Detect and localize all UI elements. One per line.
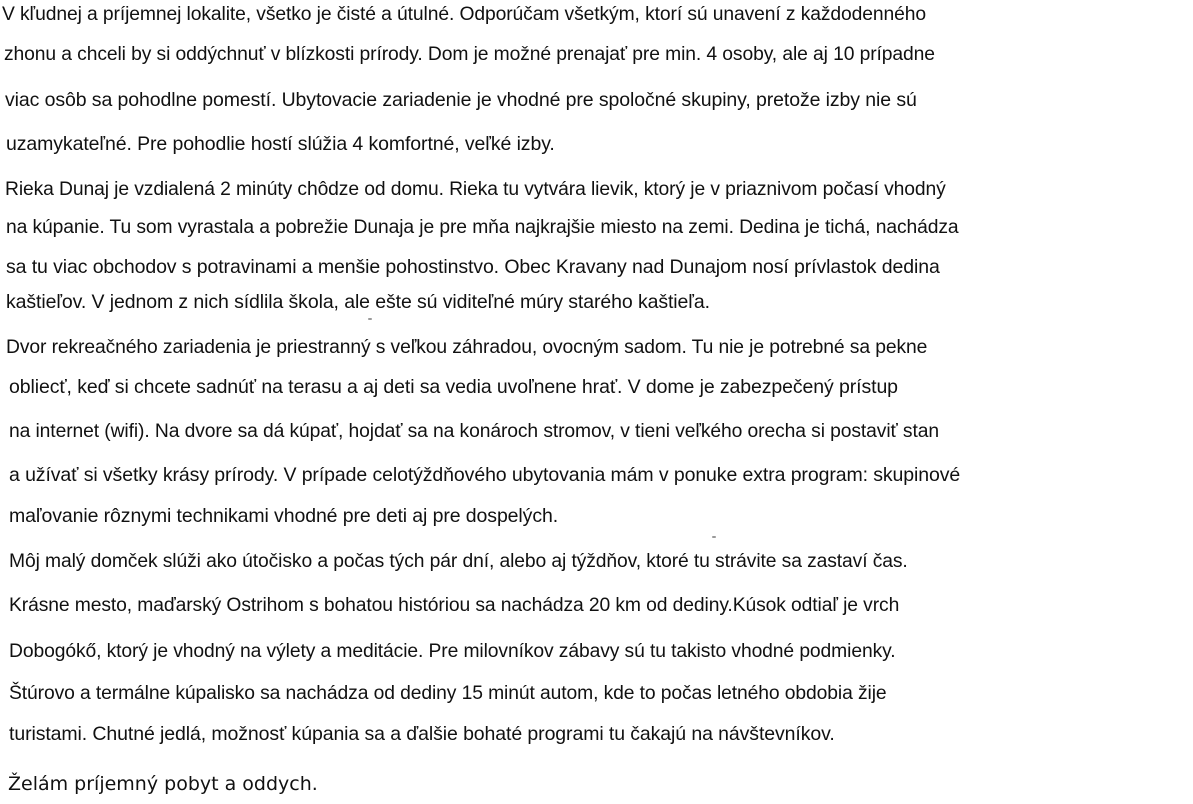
- text-line-10: obliecť, keď si chcete sadnúť na terasu a aj deti sa vedia uvoľnene hrať. V dome je zabezpečený prístup: [9, 376, 898, 398]
- text-line-2: zhonu a chceli by si oddýchnuť v blízkosti prírody. Dom je možné prenajať pre min. 4 osoby, ale aj 10 prípadne: [4, 44, 935, 65]
- text-line-1: V kľudnej a príjemnej lokalite, všetko je čisté a útulné. Odporúčam všetkým, ktorí sú unavení z každodenného: [2, 4, 927, 25]
- text-line-18: turistami. Chutné jedlá, možnosť kúpania sa a ďalšie bohaté programi tu čakajú na návštevníkov.: [9, 723, 835, 745]
- text-line-13: maľovanie rôznymi technikami vhodné pre deti aj pre dospelých.: [9, 505, 559, 527]
- scan-speck: [712, 536, 716, 538]
- text-line-9: Dvor rekreačného zariadenia je priestranný s veľkou záhradou, ovocným sadom. Tu nie je potrebné sa pekne: [6, 337, 928, 358]
- text-line-4: uzamykateľné. Pre pohodlie hostí slúžia 4 komfortné, veľké izby.: [6, 133, 555, 155]
- text-line-15: Krásne mesto, maďarský Ostrihom s bohatou históriou sa nachádza 20 km od dediny.Kúsok odtiaľ je vrch: [9, 595, 900, 616]
- text-line-7: sa tu viac obchodov s potravinami a menšie pohostinstvo. Obec Kravany nad Dunajom nosí prívlastok dedina: [6, 256, 940, 278]
- text-line-16: Dobogókő, ktorý je vhodný na výlety a meditácie. Pre milovníkov zábavy sú tu takisto vhodné podmienky.: [9, 641, 896, 662]
- text-line-6: na kúpanie. Tu som vyrastala a pobrežie Dunaja je pre mňa najkrajšie miesto na zemi. Dedina je tichá, nachádza: [6, 217, 959, 238]
- text-line-12: a užívať si všetky krásy prírody. V prípade celotýždňového ubytovania mám v ponuke extra program: skupinové: [9, 464, 961, 486]
- scan-speck: [368, 318, 372, 320]
- closing-line: Želám príjemný pobyt a oddych.: [8, 773, 318, 795]
- text-line-17: Štúrovo a termálne kúpalisko sa nachádza od dediny 15 minút autom, kde to počas letného obdobia žije: [9, 683, 887, 704]
- text-line-3: viac osôb sa pohodlne pomestí. Ubytovacie zariadenie je vhodné pre spoločné skupiny, pretože izby nie sú: [5, 89, 917, 111]
- text-line-8: kaštieľov. V jednom z nich sídlila škola, ale ešte sú viditeľné múry starého kaštieľa.: [6, 291, 710, 313]
- text-line-14: Môj malý domček slúži ako útočisko a počas tých pár dní, alebo aj týždňov, ktoré tu strávite sa zastaví čas.: [9, 551, 908, 572]
- text-line-5: Rieka Dunaj je vzdialená 2 minúty chôdze od domu. Rieka tu vytvára lievik, ktorý je v priaznivom počasí vhodný: [5, 179, 946, 200]
- text-line-11: na internet (wifi). Na dvore sa dá kúpať, hojdať sa na konároch stromov, v tieni veľkého orecha si postaviť stan: [9, 421, 939, 442]
